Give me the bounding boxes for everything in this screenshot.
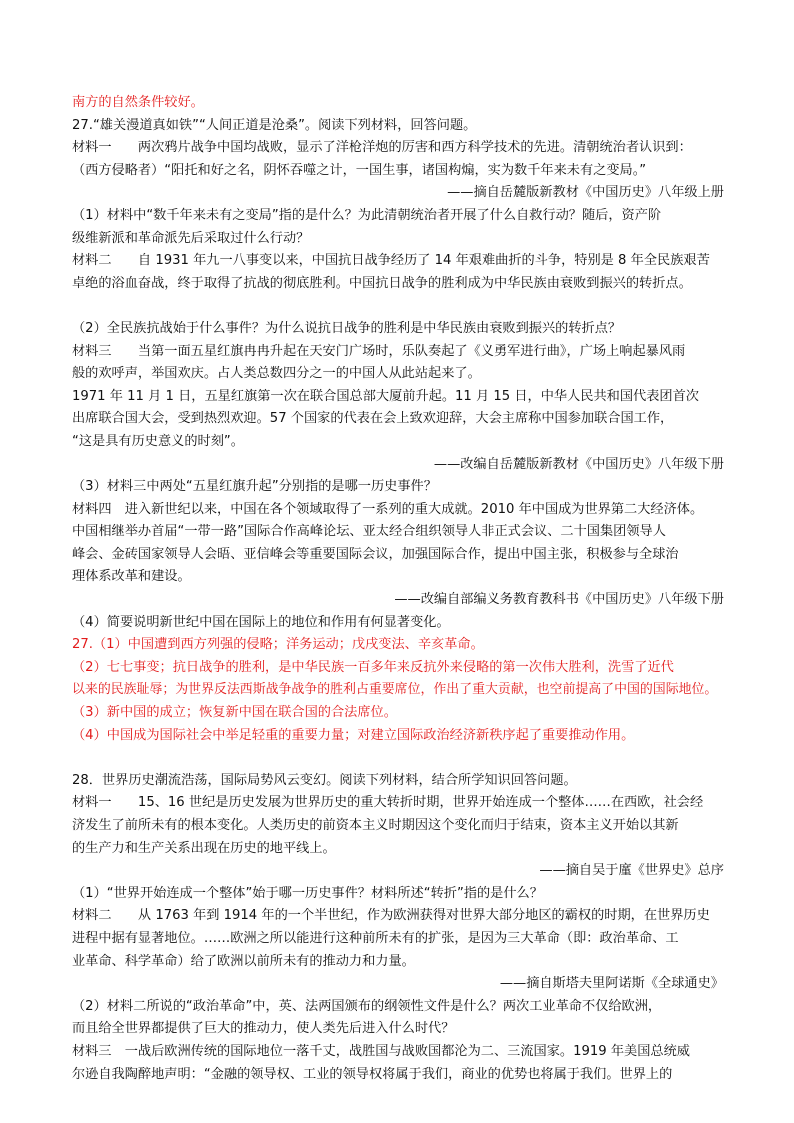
q27-material4-line4: 理体系改革和建设。 (72, 569, 191, 585)
q28-question2-line1: （2）材料二所说的“政治革命”中，英、法两国颁布的纲领性文件是什么？两次工业革命不仅给欧洲， (72, 998, 662, 1014)
q27-stem: 27.“雄关漫道真如铁”“人间正道是沧桑”。阅读下列材料，回答问题。 (72, 117, 477, 133)
q27-question4: （4）简要说明新世纪中国在国际上的地位和作用有何显著变化。 (72, 614, 450, 630)
q27-material3-line2: 般的欢呼声，举国欢庆。占人类总数四分之一的中国人从此站起来了。 (72, 366, 481, 382)
q27-question1-line1: （1）材料中“数千年来未有之变局”指的是什么？为此清朝统治者开展了什么自救行动？随后，资产阶 (72, 207, 662, 223)
q27-material4-line3: 峰会、金砖国家领导人会晤、亚信峰会等重要国际会议，加强国际合作，提出中国主张，积极参与全球治 (72, 546, 679, 562)
exam-page (72, 92, 724, 1086)
q27-answer4: （4）中国成为国际社会中举足轻重的重要力量；对建立国际政治经济新秩序起了重要推动作用。 (72, 727, 635, 743)
q27-material3-line3: 1971 年 11 月 1 日，五星红旗第一次在联合国总部大厦前升起。11 月 15 日，中华人民共和国代表团首次 (72, 388, 699, 404)
q28-question2-line2: 而且给全世界都提供了巨大的推动力，使人类先后进入什么时代？ (72, 1021, 455, 1037)
q27-question3: （3）材料三中两处“五星红旗升起”分别指的是哪一历史事件？ (72, 479, 437, 495)
q28-question1: （1）“世界开始连成一个整体”始于哪一历史事件？材料所述“转折”指的是什么？ (72, 885, 543, 901)
q27-material3-source: ——改编自岳麓版新教材《中国历史》八年级下册 (433, 456, 724, 472)
q27-material4-source: ——改编自部编义务教育教科书《中国历史》八年级下册 (394, 592, 724, 608)
q27-material4-line1: 材料四 进入新世纪以来，中国在各个领域取得了一系列的重大成就。2010 年中国成为世界第二大经济体。 (72, 501, 704, 517)
q27-material1-source: ——摘自岳麓版新教材《中国历史》八年级上册 (447, 185, 724, 201)
q27-material2-line1: 材料二 自 1931 年九一八事变以来，中国抗日战争经历了 14 年艰难曲折的斗争，特别是 8 年全民族艰苦 (72, 253, 710, 269)
q28-material1-line3: 的生产力和生产关系出现在历史的地平线上。 (72, 840, 336, 856)
q27-material1-line2: （西方侵略者）“阳托和好之名，阴怀吞噬之计，一国生事，诸国构煽，实为数千年来未有之变局。” (72, 162, 647, 178)
q28-material2-line3: 业革命、科学革命）给了欧洲以前所未有的推动力和力量。 (72, 953, 415, 969)
spacer (72, 295, 724, 318)
q28-material2-source: ——摘自斯塔夫里阿诺斯《全球通史》 (499, 976, 724, 992)
q27-material1-line1: 材料一 两次鸦片战争中国均战败，显示了洋枪洋炮的厉害和西方科学技术的先进。清朝统治者认识到： (72, 140, 692, 156)
q27-answer2-line1: （2）七七事变；抗日战争的胜利，是中华民族一百多年来反抗外来侵略的第一次伟大胜利，洗雪了近代 (72, 659, 674, 675)
q27-question2: （2）全民族抗战始于什么事件？为什么说抗日战争的胜利是中华民族由衰败到振兴的转折点？ (72, 320, 622, 336)
q27-material3-line1: 材料三 当第一面五星红旗冉冉升起在天安门广场时，乐队奏起了《义勇军进行曲》，广场上响起暴风雨 (72, 343, 686, 359)
q27-question1-line2: 级维新派和革命派先后采取过什么行动？ (72, 230, 310, 246)
q28-stem: 28．世界历史潮流浩荡，国际局势风云变幻。阅读下列材料，结合所学知识回答问题。 (72, 772, 577, 788)
q28-material3-line2: 尔逊自我陶醉地声明：“金融的领导权、工业的领导权将属于我们，商业的优势也将属于我们。世界上的 (72, 1066, 673, 1082)
q26-answer-tail: 南方的自然条件较好。 (72, 95, 204, 110)
q28-material1-line1: 材料一 15、16 世纪是历史发展为世界历史的重大转折时期，世界开始连成一个整体……在西欧，社会经 (72, 795, 704, 811)
q27-material3-line5: “这是具有历史意义的时刻”。 (72, 433, 244, 449)
q27-answer1: 27.（1）中国遭到西方列强的侵略；洋务运动；戊戌变法、辛亥革命。 (72, 637, 484, 653)
q27-material4-line2: 中国相继举办首届“一带一路”国际合作高峰论坛、亚太经合组织领导人非正式会议、二十国集团领导人 (72, 524, 666, 540)
spacer (72, 747, 724, 770)
q28-material2-line2: 进程中据有显著地位。……欧洲之所以能进行这种前所未有的扩张，是因为三大革命（即：政治革命、工 (72, 930, 679, 946)
q28-material3-line1: 材料三 一战后欧洲传统的国际地位一落千丈，战胜国与战败国都沦为二、三流国家。1919 年美国总统威 (72, 1043, 690, 1059)
q27-material2-line2: 卓绝的浴血奋战，终于取得了抗战的彻底胜利。中国抗日战争的胜利成为中华民族由衰败到振兴的转折点。 (72, 275, 692, 291)
q28-material1-line2: 济发生了前所未有的根本变化。人类历史的前资本主义时期因这个变化而归于结束，资本主义开始以其新 (72, 818, 679, 833)
q27-answer2-line2: 以来的民族耻辱；为世界反法西斯战争战争的胜利占重要席位，作出了重大贡献，也空前提高了中国的国际地位。 (72, 682, 718, 698)
q27-answer3: （3）新中国的成立；恢复新中国在联合国的合法席位。 (72, 705, 397, 721)
q28-material1-source: ——摘自吴于廑《世界史》总序 (539, 863, 724, 879)
q28-material2-line1: 材料二 从 1763 年到 1914 年的一个半世纪，作为欧洲获得对世界大部分地区的霸权的时期，在世界历史 (72, 908, 710, 924)
q27-material3-line4: 出席联合国大会，受到热烈欢迎。57 个国家的代表在会上致欢迎辞，大会主席称中国参加联合国工作， (72, 411, 674, 427)
